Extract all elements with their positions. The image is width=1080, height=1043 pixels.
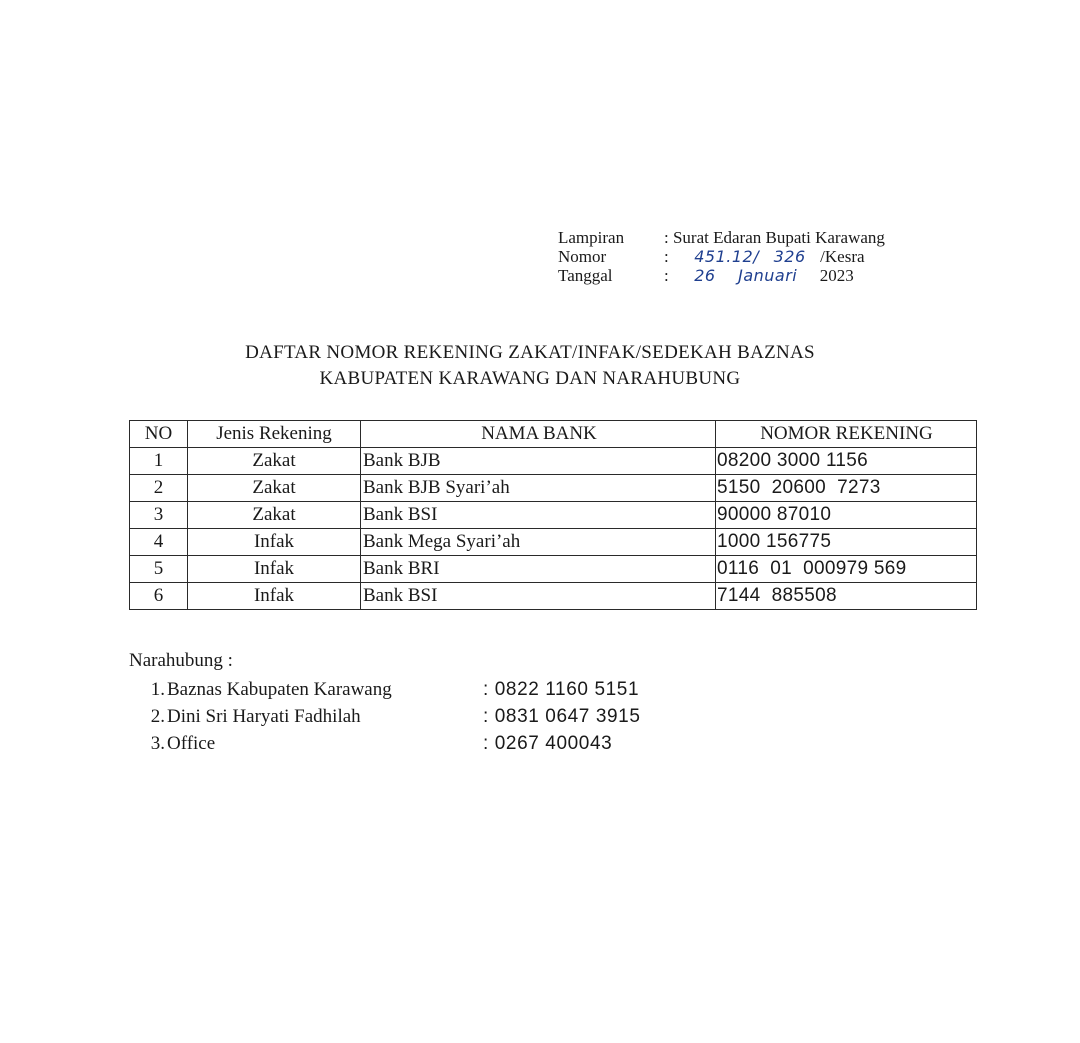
lampiran-row <box>558 228 978 247</box>
row-no: 6 <box>130 583 188 610</box>
row-rekening <box>716 502 977 529</box>
table-header-row <box>130 421 977 448</box>
row-no: 3 <box>130 502 188 529</box>
document-title <box>0 340 1060 392</box>
row-rekening <box>716 583 977 610</box>
header-no: NO <box>130 421 188 448</box>
row-bank: Bank BJB <box>361 448 716 475</box>
tanggal-handwritten-day: 26 <box>694 266 716 285</box>
table-row <box>130 448 977 475</box>
row-jenis: Infak <box>188 556 361 583</box>
contact-phone: : 0831 0647 3915 <box>483 706 641 727</box>
row-bank: Bank Mega Syari’ah <box>361 529 716 556</box>
contact-name: Dini Sri Haryati Fadhilah <box>167 706 361 727</box>
row-bank: Bank BSI <box>361 583 716 610</box>
row-rekening <box>716 448 977 475</box>
nomor-handwritten-code: 451.12/ <box>694 247 760 266</box>
lampiran-label: Lampiran <box>558 228 625 247</box>
table-row <box>130 583 977 610</box>
contact-item <box>129 676 641 703</box>
rekening-value: 90000 87010 <box>717 504 832 525</box>
contacts-heading: Narahubung : <box>129 650 233 671</box>
row-no: 2 <box>130 475 188 502</box>
row-bank: Bank BRI <box>361 556 716 583</box>
tanggal-year: 2023 <box>819 266 854 285</box>
contact-phone: : 0267 400043 <box>483 733 613 754</box>
title-line-1: DAFTAR NOMOR REKENING ZAKAT/INFAK/SEDEKAH BAZNAS <box>245 342 815 363</box>
row-jenis: Zakat <box>188 502 361 529</box>
row-jenis: Zakat <box>188 475 361 502</box>
row-no: 4 <box>130 529 188 556</box>
lampiran-value: : Surat Edaran Bupati Karawang <box>664 228 885 247</box>
table-row <box>130 529 977 556</box>
row-rekening <box>716 529 977 556</box>
header-nama-bank: NAMA BANK <box>361 421 716 448</box>
nomor-suffix: /Kesra <box>820 247 865 266</box>
contact-item <box>129 703 641 730</box>
row-no: 5 <box>130 556 188 583</box>
nomor-colon: : <box>664 247 669 266</box>
rekening-value: 08200 3000 1156 <box>717 450 869 471</box>
row-rekening <box>716 556 977 583</box>
tanggal-handwritten-month: Januari <box>738 266 798 285</box>
rekening-value: 0116 01 000979 569 <box>717 558 907 579</box>
row-no: 1 <box>130 448 188 475</box>
table-row <box>130 502 977 529</box>
tanggal-label: Tanggal <box>558 266 613 285</box>
contact-number: 3. <box>150 733 165 754</box>
row-jenis: Infak <box>188 583 361 610</box>
rekening-value: 7144 885508 <box>717 585 837 606</box>
contact-item <box>129 730 641 757</box>
tanggal-row <box>558 266 978 285</box>
row-rekening <box>716 475 977 502</box>
contact-name: Baznas Kabupaten Karawang <box>167 679 392 700</box>
title-line-2: KABUPATEN KARAWANG DAN NARAHUBUNG <box>319 368 741 389</box>
tanggal-colon: : <box>664 266 669 285</box>
nomor-label: Nomor <box>558 247 607 266</box>
attachment-header <box>558 228 978 285</box>
header-jenis-rekening: Jenis Rekening <box>188 421 361 448</box>
nomor-row <box>558 247 978 266</box>
contacts-section <box>129 648 641 757</box>
row-jenis: Zakat <box>188 448 361 475</box>
row-bank: Bank BSI <box>361 502 716 529</box>
tanggal-value <box>676 266 978 285</box>
contact-number: 2. <box>150 706 165 727</box>
table-row <box>130 475 977 502</box>
contact-number: 1. <box>150 679 165 700</box>
row-jenis: Infak <box>188 529 361 556</box>
table-row <box>130 556 977 583</box>
row-bank: Bank BJB Syari’ah <box>361 475 716 502</box>
header-nomor-rekening: NOMOR REKENING <box>716 421 977 448</box>
nomor-handwritten-number: 326 <box>773 247 806 266</box>
contact-name: Office <box>167 733 216 754</box>
rekening-value: 1000 156775 <box>717 531 832 552</box>
nomor-value <box>676 247 978 266</box>
accounts-table <box>129 420 977 610</box>
rekening-value: 5150 20600 7273 <box>717 477 881 498</box>
contact-phone: : 0822 1160 5151 <box>483 679 640 700</box>
